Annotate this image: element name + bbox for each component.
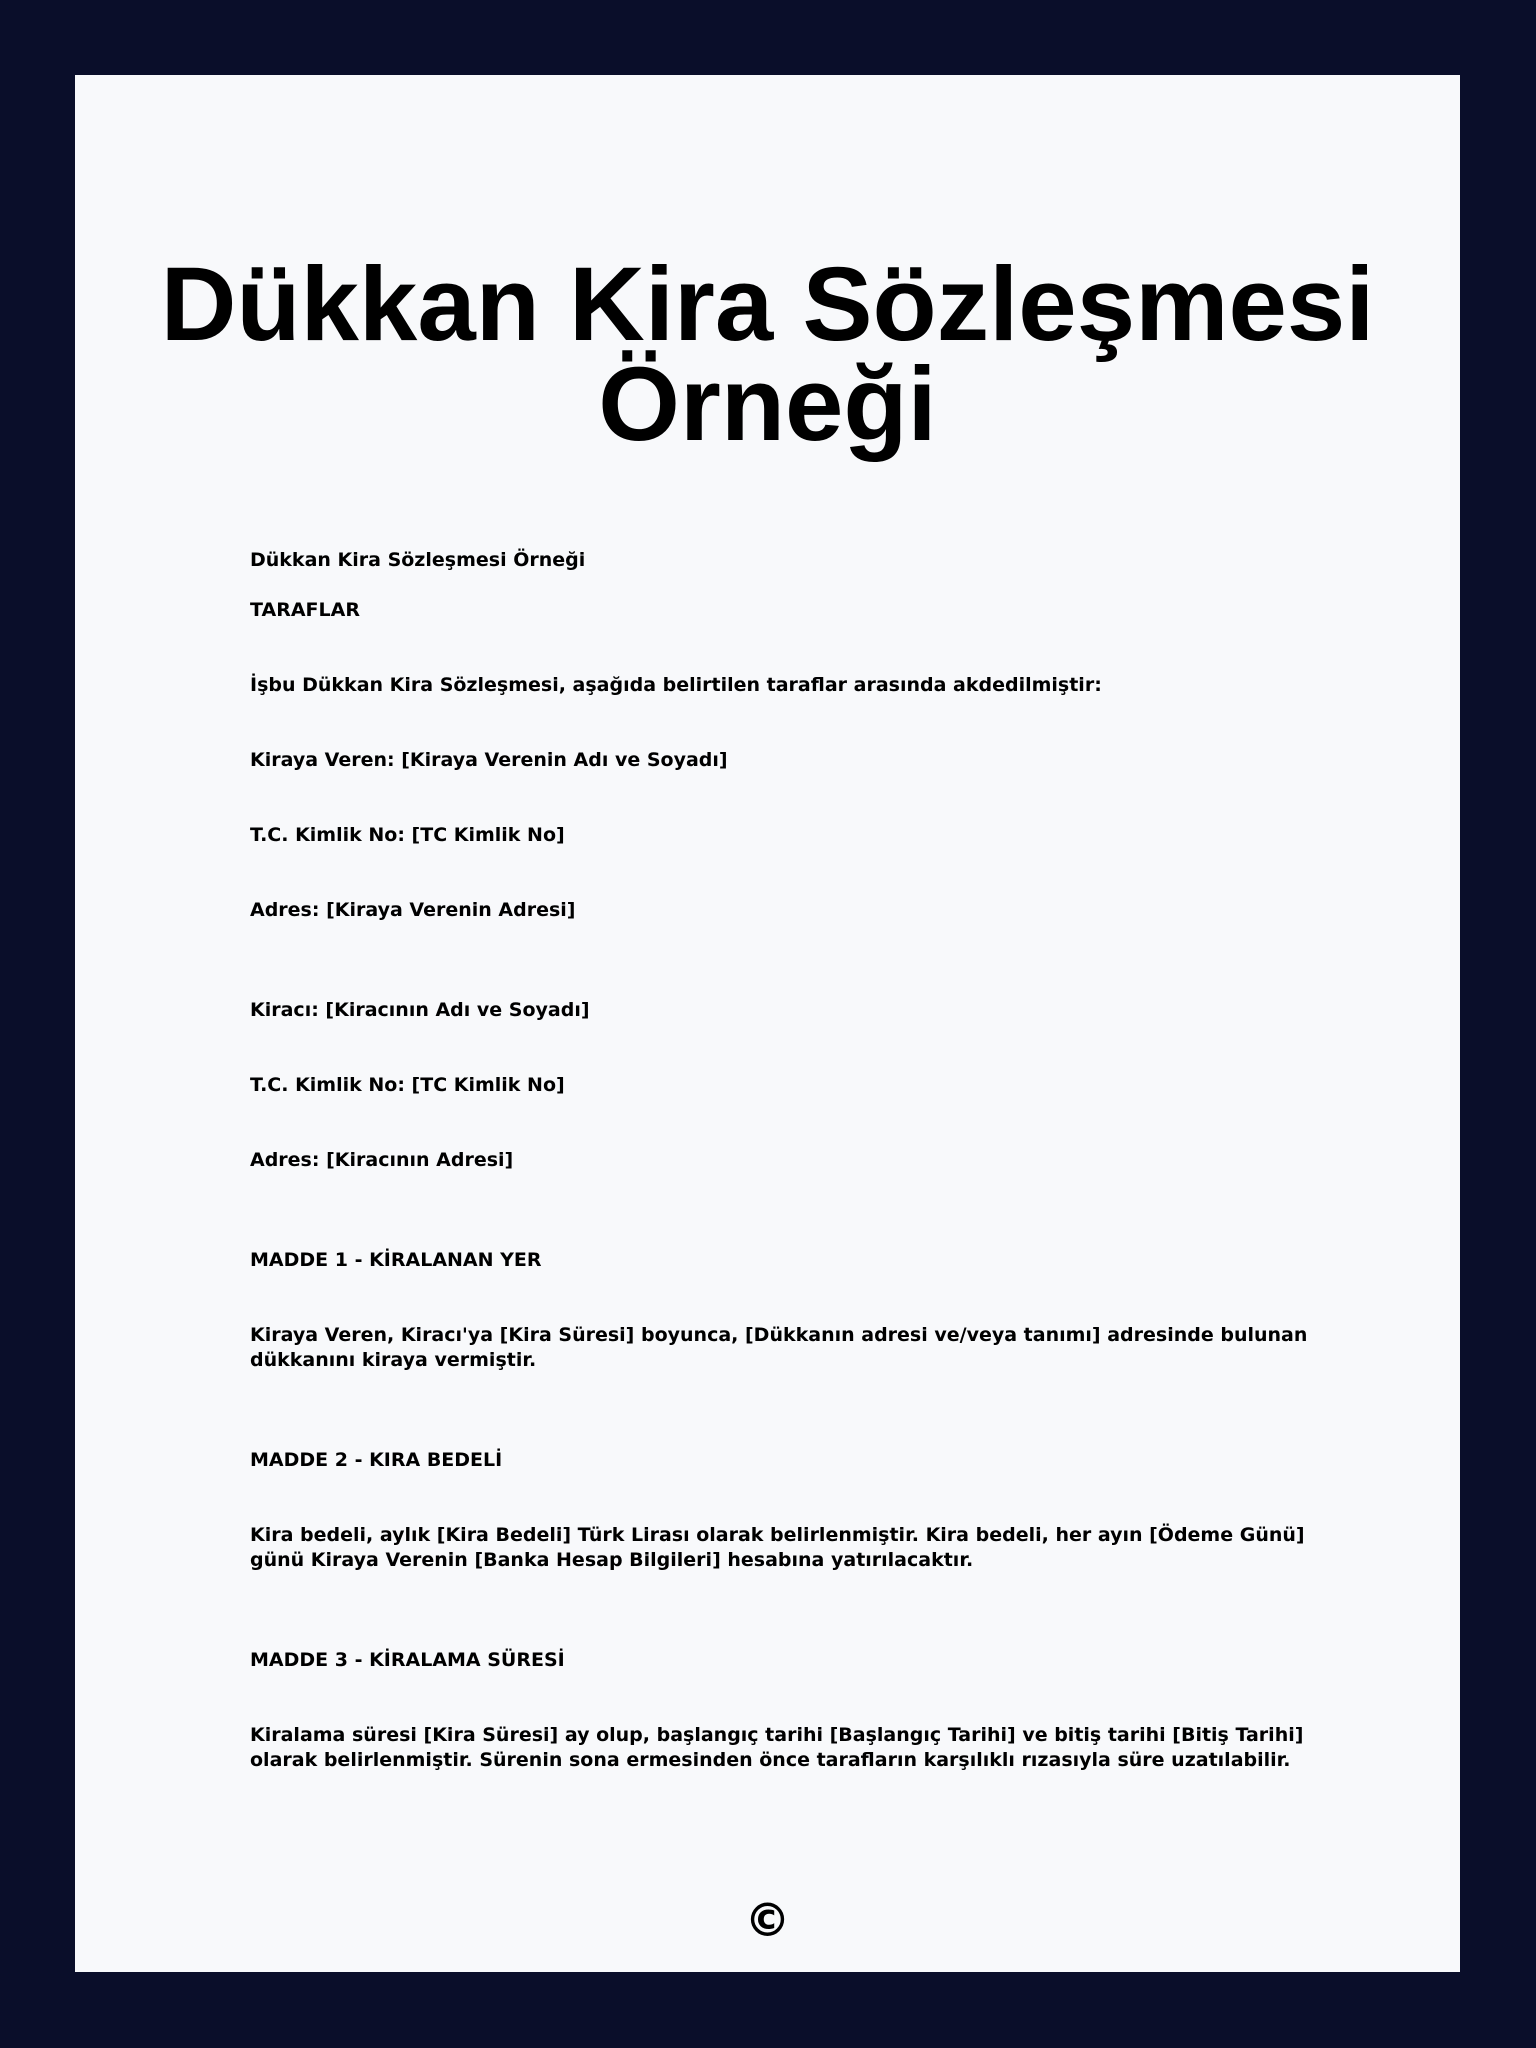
article-3-text: Kiralama süresi [Kira Süresi] ay olup, başlangıç tarihi [Başlangıç Tarihi] ve bitiş tarihi [Bitiş Tarihi] olarak belirlenmiştir. Sürenin sona ermesinden önce tarafların karşılıklı rızasıyla süre uzatılabilir. xyxy=(250,1724,1304,1771)
landlord-id: T.C. Kimlik No: [TC Kimlik No] xyxy=(250,824,565,846)
tenant-address: Adres: [Kiracının Adresi] xyxy=(250,1149,514,1171)
copyright-icon: © xyxy=(744,1893,791,1947)
tenant-name: Kiracı: [Kiracının Adı ve Soyadı] xyxy=(250,999,590,1021)
document-subtitle: Dükkan Kira Sözleşmesi Örneği xyxy=(250,549,586,571)
article-2-text: Kira bedeli, aylık [Kira Bedeli] Türk Lirası olarak belirlenmiştir. Kira bedeli, her ayın [Ödeme Günü] günü Kiraya Verenin [Banka Hesap Bilgileri] hesabına yatırılacaktır. xyxy=(250,1524,1305,1571)
article-1-heading: MADDE 1 - KİRALANAN YER xyxy=(250,1249,542,1271)
article-2-heading: MADDE 2 - KIRA BEDELİ xyxy=(250,1449,503,1471)
article-3-heading: MADDE 3 - KİRALAMA SÜRESİ xyxy=(250,1649,565,1671)
intro-paragraph: İşbu Dükkan Kira Sözleşmesi, aşağıda belirtilen taraflar arasında akdedilmiştir: xyxy=(250,674,1102,696)
landlord-address: Adres: [Kiraya Verenin Adresi] xyxy=(250,899,576,921)
parties-heading: TARAFLAR xyxy=(250,599,360,621)
document-title: Dükkan Kira Sözleşmesi Örneği xyxy=(160,246,1375,463)
article-1-text: Kiraya Veren, Kiracı'ya [Kira Süresi] boyunca, [Dükkanın adresi ve/veya tanımı] adresinde bulunan dükkanını kiraya vermiştir. xyxy=(250,1324,1308,1371)
tenant-id: T.C. Kimlik No: [TC Kimlik No] xyxy=(250,1074,565,1096)
document-page xyxy=(75,75,1460,1972)
landlord-name: Kiraya Veren: [Kiraya Verenin Adı ve Soyadı] xyxy=(250,749,728,771)
